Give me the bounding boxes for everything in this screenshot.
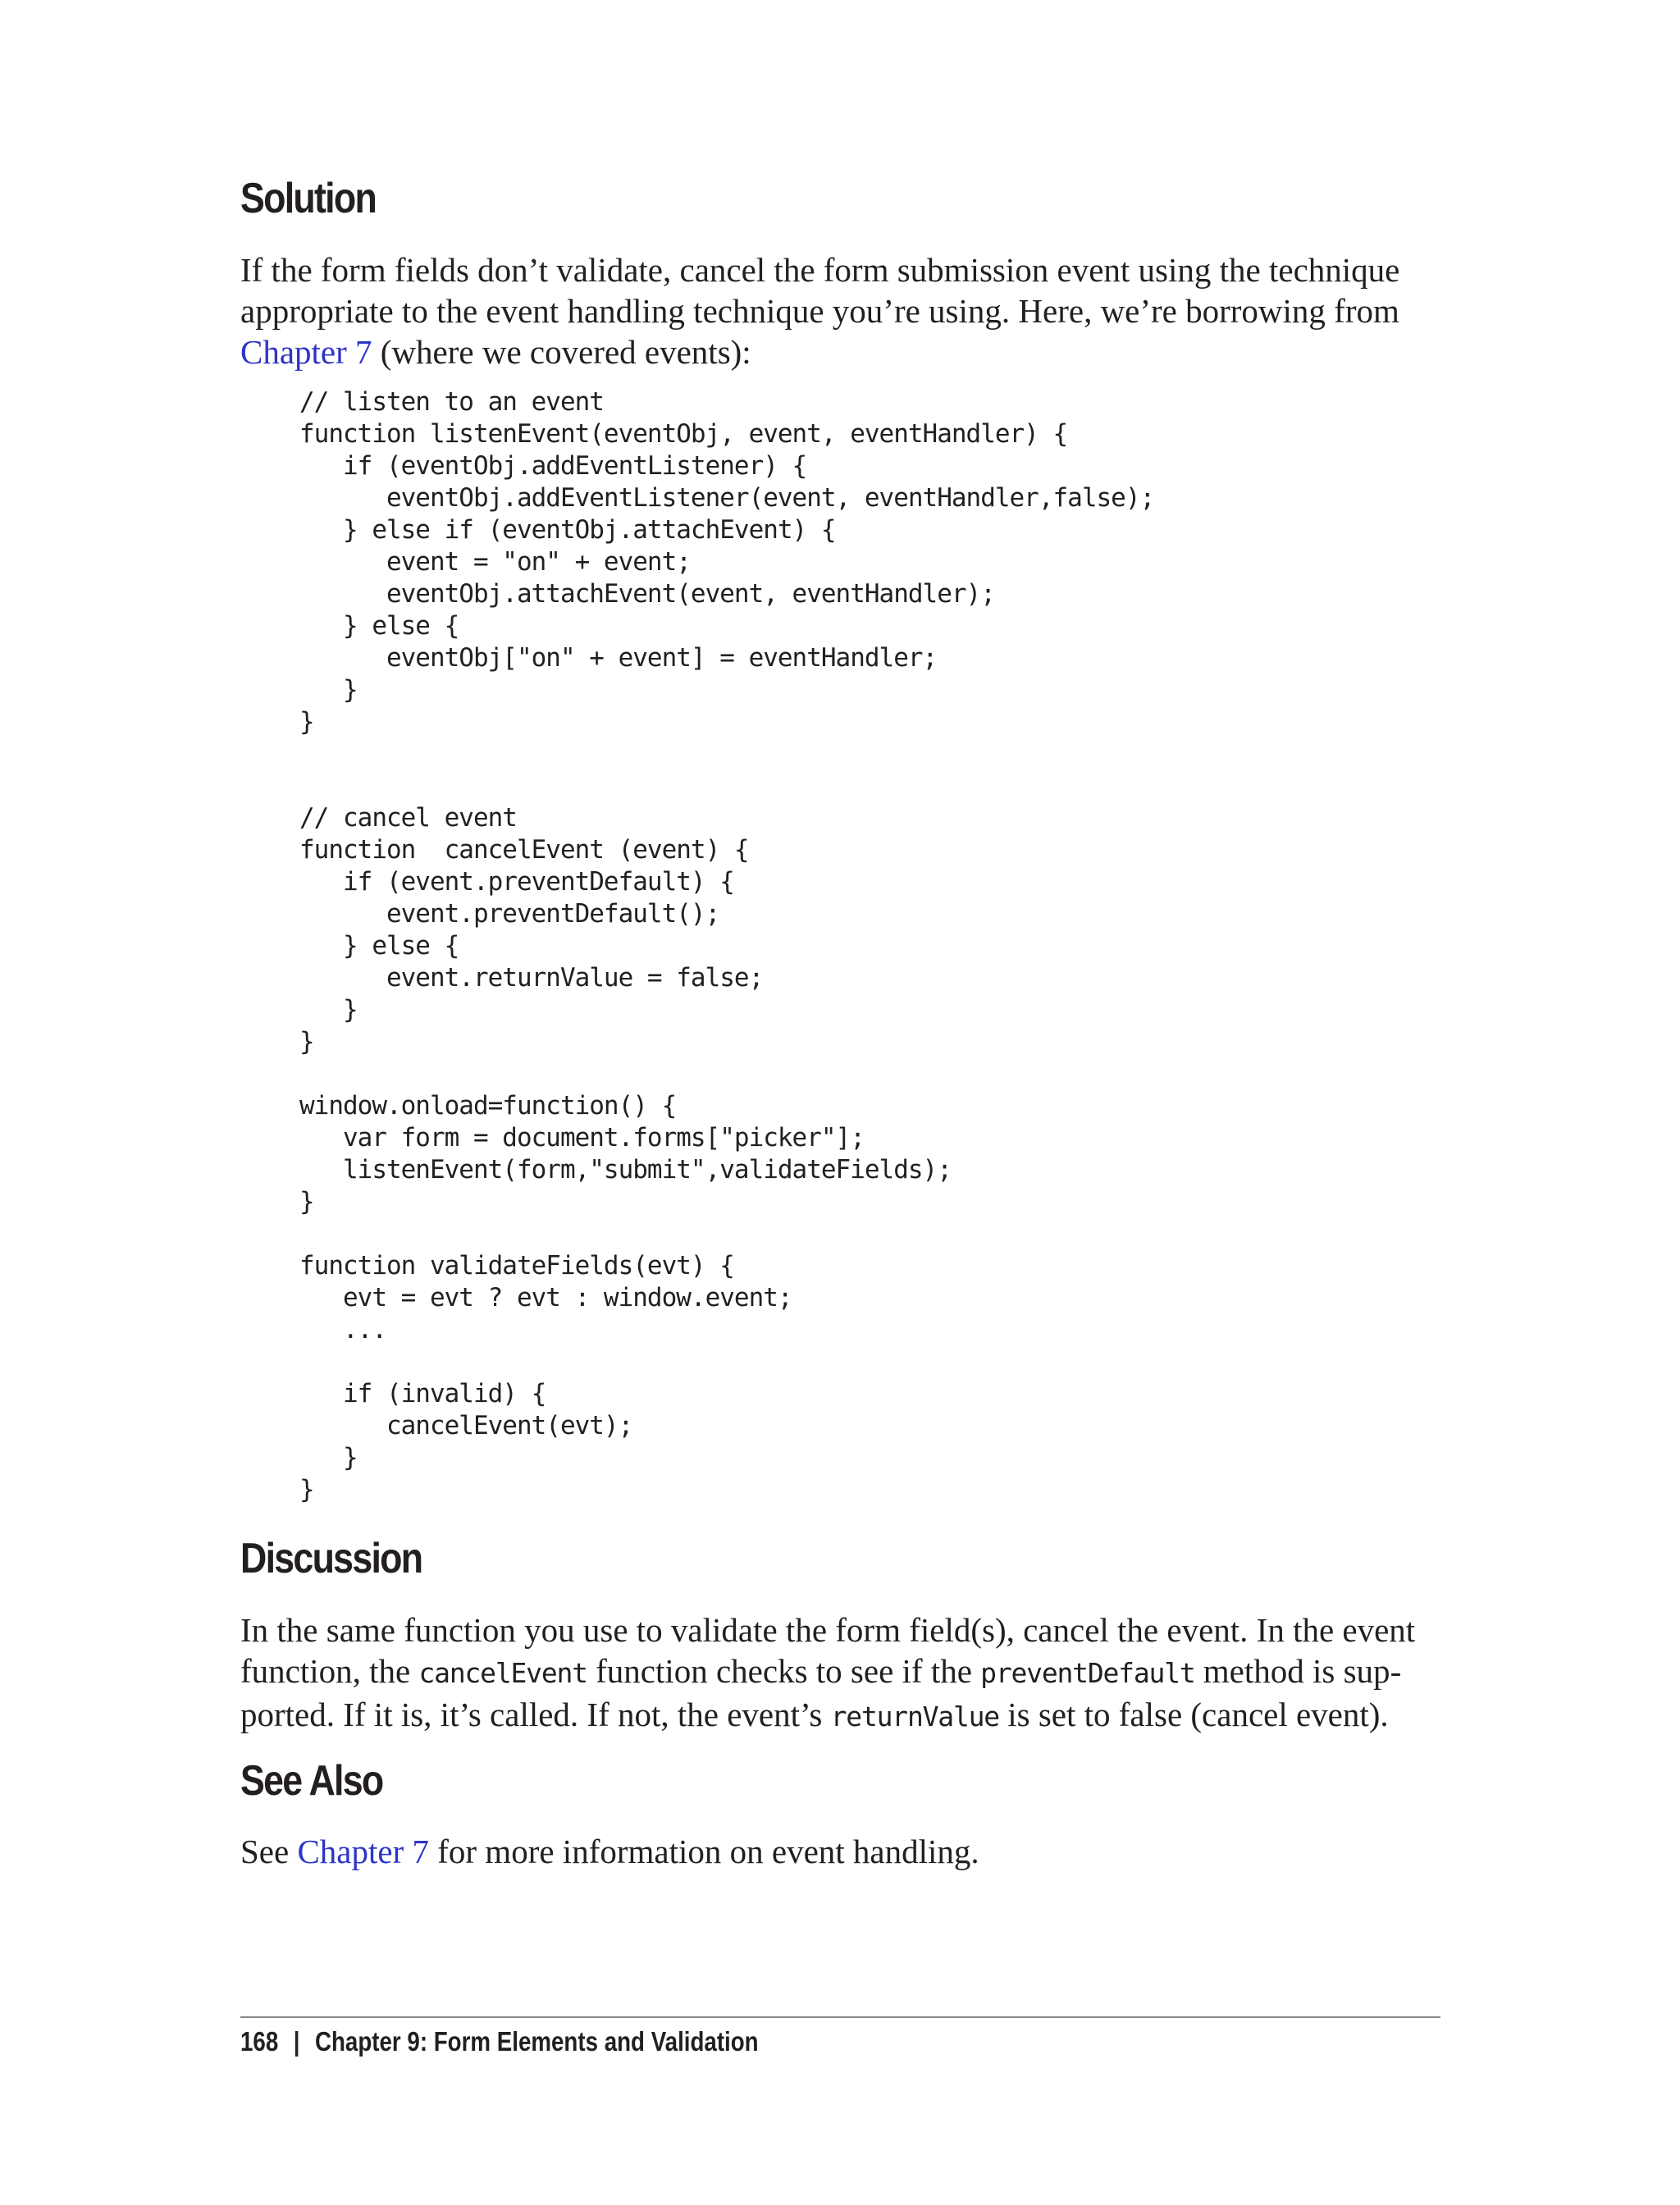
solution-heading: Solution — [240, 175, 377, 222]
see-also-paragraph — [240, 1831, 1440, 1872]
discussion-heading: Discussion — [240, 1535, 422, 1582]
page-number: 168 — [240, 2026, 279, 2057]
solution-section — [240, 174, 1440, 223]
discussion-text-3: method is supported. If it is, it’s called. If not, the event’s — [240, 1652, 1402, 1733]
code-listing-listen-event: // listen to an event function listenEvent(eventObj, event, eventHandler) { if (eventObj.addEventListener) { eventObj.addEventListener(event, eventHandler,false); } else if (eventObj.attachEvent) { event = "on" + event; eventObj.attachEvent(event, eventHandler); } else { eventObj["on" + event] = eventHandler; } } — [299, 387, 1155, 737]
solution-paragraph — [240, 249, 1440, 372]
footer-separator: | — [293, 2026, 300, 2057]
discussion-paragraph-block — [240, 1609, 1440, 1737]
discussion-text-2: function checks to see if the — [587, 1652, 981, 1690]
see-also-heading: See Also — [240, 1757, 383, 1805]
discussion-text-1: In the same function you use to validate the form field(s), cancel the event. In the event function, the — [240, 1611, 1416, 1690]
inline-code-cancelEvent: cancelEvent — [418, 1657, 587, 1689]
discussion-section — [240, 1534, 1440, 1583]
discussion-paragraph — [240, 1609, 1440, 1737]
see-also-text-2: for more information on event handling. — [429, 1833, 979, 1870]
see-also-text-1: See — [240, 1833, 298, 1870]
code-listing-2-wrap — [299, 802, 1440, 1506]
see-also-chapter-7-link[interactable]: Chapter 7 — [297, 1833, 429, 1870]
see-also-section — [240, 1756, 1440, 1806]
solution-text-2: (where we covered events): — [372, 333, 751, 371]
solution-paragraph-block — [240, 249, 1440, 372]
page-footer — [240, 2026, 759, 2057]
inline-code-preventDefault: preventDefault — [980, 1657, 1195, 1689]
see-also-paragraph-block — [240, 1831, 1440, 1872]
discussion-text-4: is set to false (cancel event). — [998, 1696, 1389, 1733]
running-chapter-title: Chapter 9: Form Elements and Validation — [314, 2026, 759, 2057]
inline-code-returnValue: returnValue — [830, 1701, 999, 1732]
footer-rule — [240, 2016, 1440, 2018]
solution-text-1: If the form fields don’t validate, cancel the form submission event using the technique appropriate to the event handling technique you’re using. Here, we’re borrowing from — [240, 251, 1400, 330]
code-listing-cancel-event: // cancel event function cancelEvent (event) { if (event.preventDefault) { event.preventDefault(); } else { event.returnValue = false; } } window.onload=function() { var form = document.forms["picker"]; listenEvent(form,"submit",validateFields); } function validateFields(evt) { evt = evt ? evt : window.event; ... if (invalid) { cancelEvent(evt); } } — [299, 803, 952, 1504]
chapter-7-link[interactable]: Chapter 7 — [240, 333, 372, 371]
code-listing-1-wrap — [299, 386, 1440, 738]
